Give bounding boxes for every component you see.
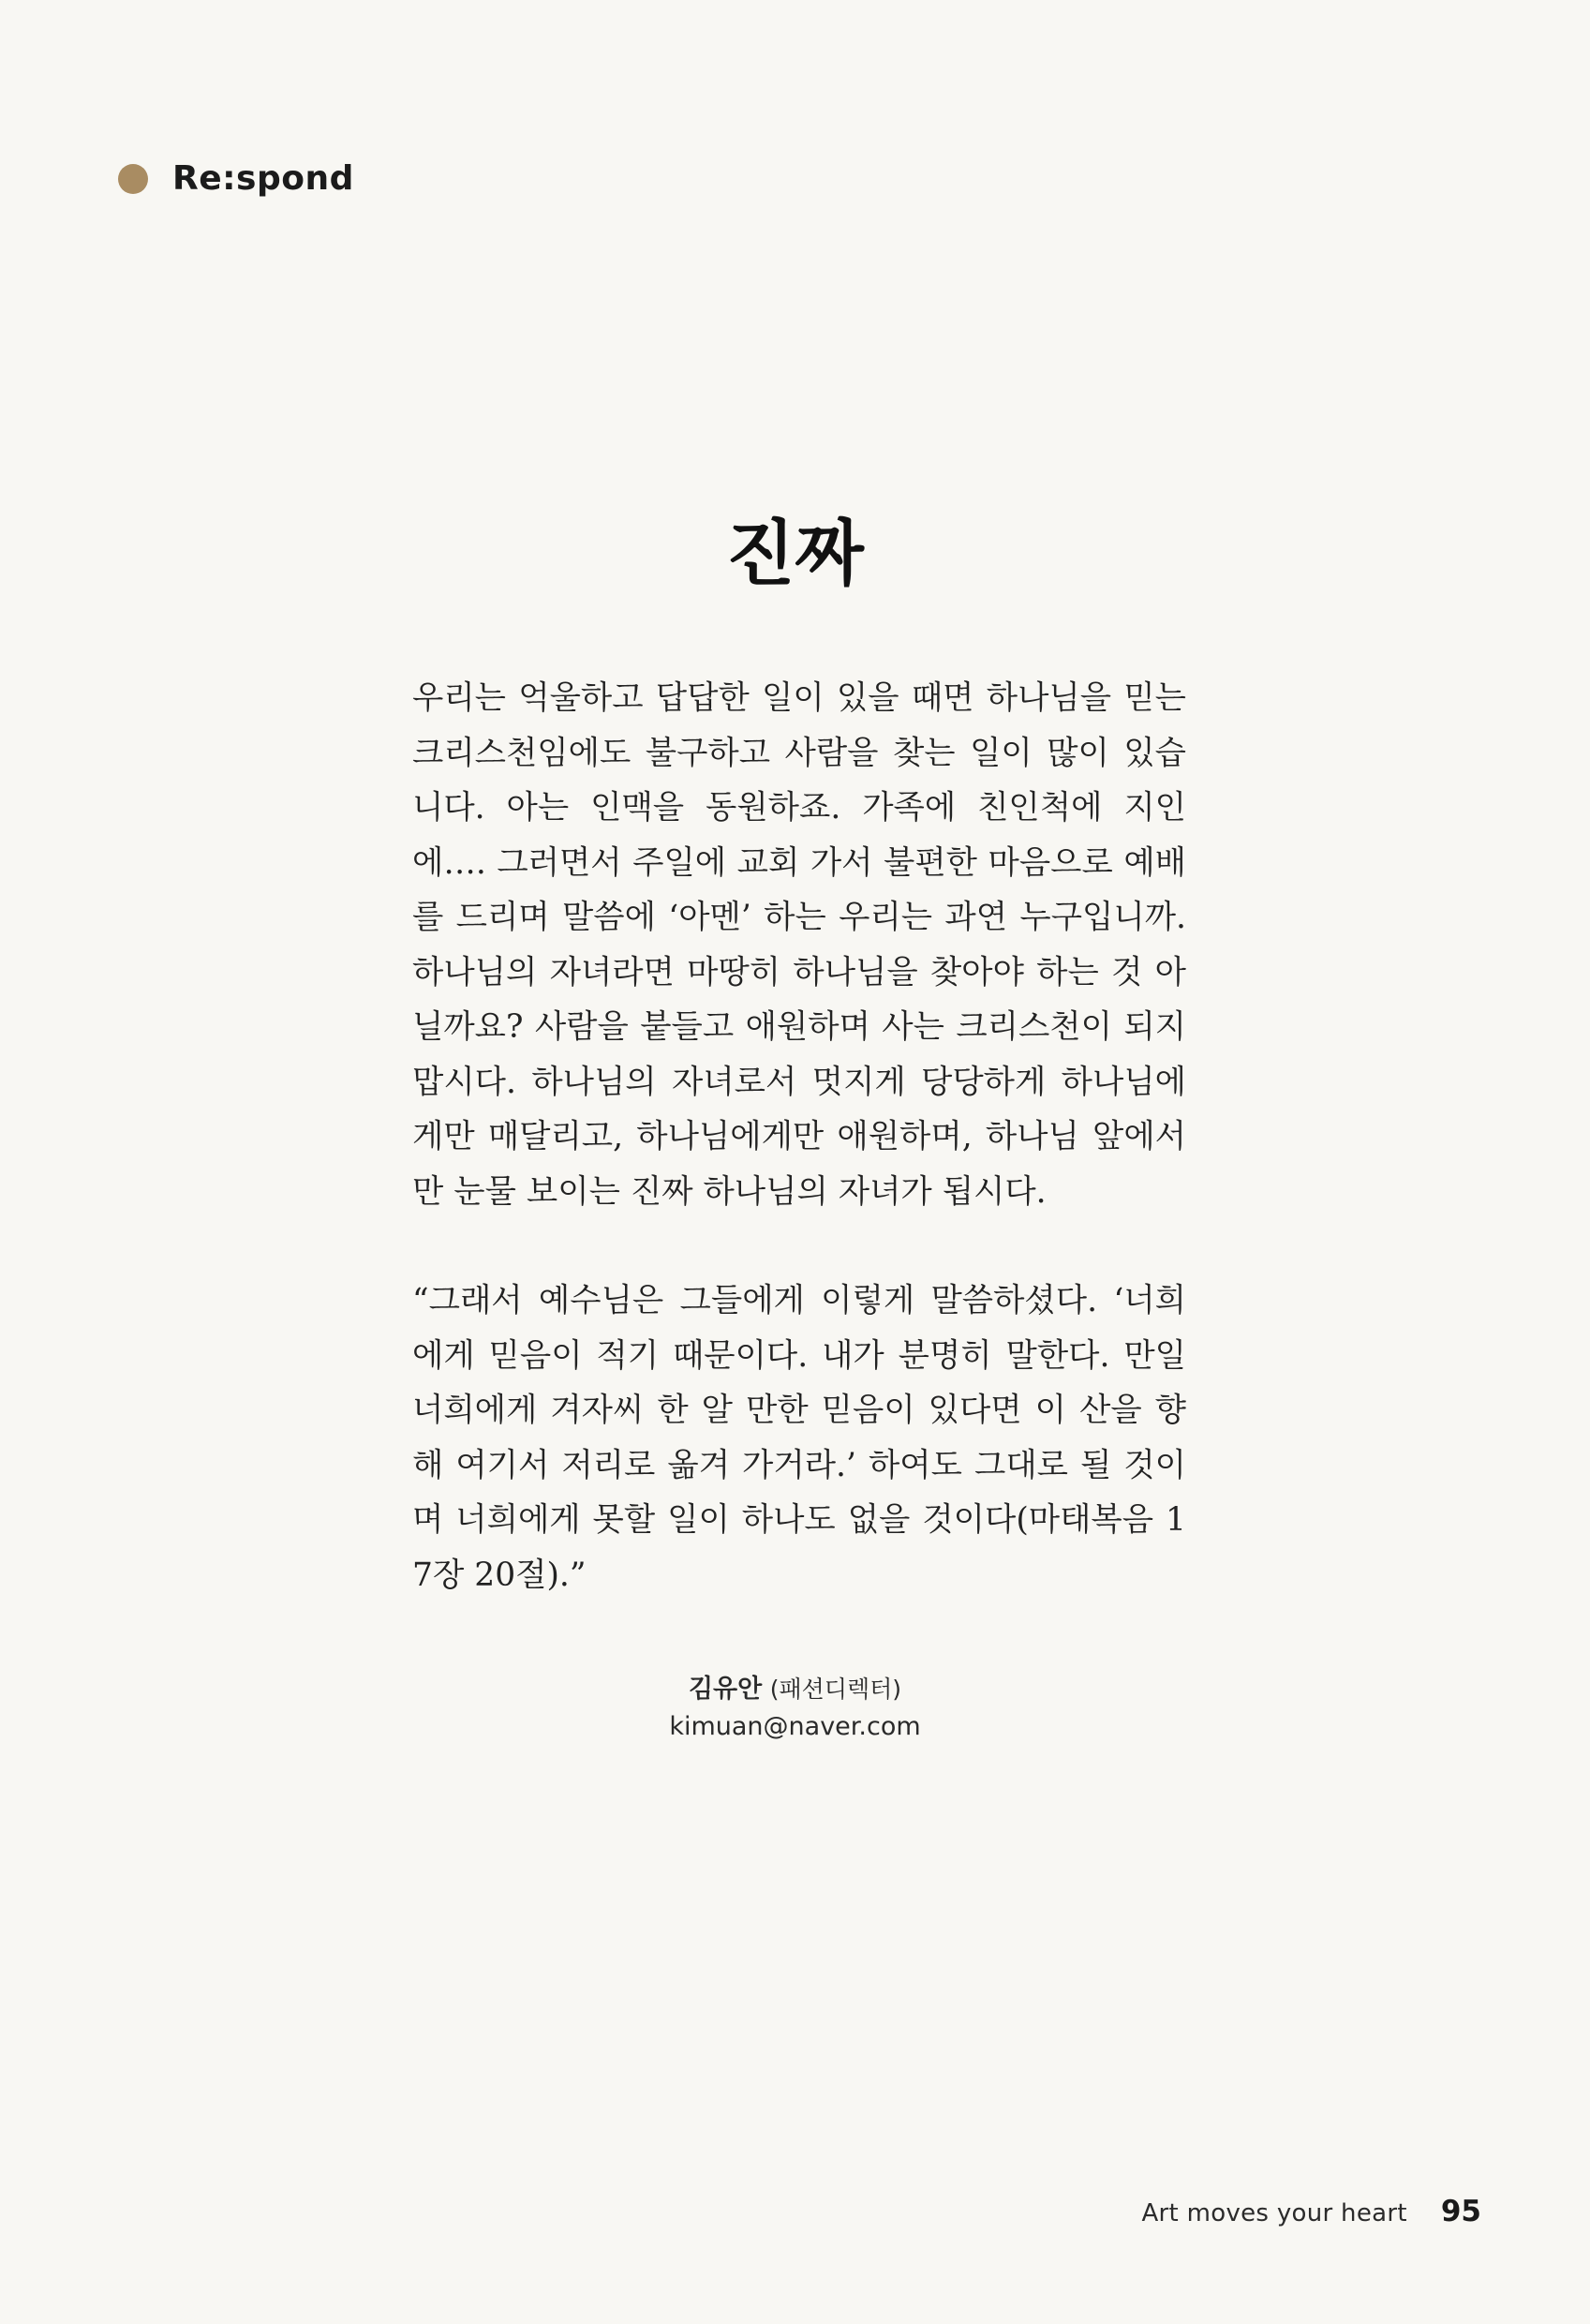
section-header — [118, 159, 354, 198]
article-body — [412, 671, 1186, 1602]
section-dot-icon — [118, 164, 148, 194]
page-footer — [1141, 2195, 1481, 2228]
section-label: Re:spond — [172, 159, 354, 198]
author-line — [0, 1672, 1590, 1707]
page-number: 95 — [1440, 2195, 1481, 2228]
author-byline — [0, 1672, 1590, 1745]
author-name: 김유안 — [688, 1675, 763, 1704]
author-email: kimuan@naver.com — [669, 1712, 921, 1741]
article-paragraph: 우리는 억울하고 답답한 일이 있을 때면 하나님을 믿는 크리스천임에도 불구하고 사람을 찾는 일이 많이 있습니다. 아는 인맥을 동원하죠. 가족에 친인척에 지인에…. 그러면서 주일에 교회 가서 불편한 마음으로 예배를 드리며 말씀에 ‘아멘’ 하는 우리는 과연 누구입니까. 하나님의 자녀라면 마땅히 하나님을 찾아야 하는 것 아닐까요? 사람을 붙들고 애원하며 사는 크리스천이 되지 맙시다. 하나님의 자녀로서 멋지게 당당하게 하나님에게만 매달리고, 하나님에게만 애원하며, 하나님 앞에서만 눈물 보이는 진짜 하나님의 자녀가 됩시다. — [412, 679, 1186, 1211]
author-role: (패션디렉터) — [769, 1676, 902, 1703]
article-title: 진짜 — [726, 512, 864, 595]
footer-tagline: Art moves your heart — [1141, 2199, 1407, 2227]
scripture-quote: “그래서 예수님은 그들에게 이렇게 말씀하셨다. ‘너희에게 믿음이 적기 때문이다. 내가 분명히 말한다. 만일 너희에게 겨자씨 한 알 만한 믿음이 있다면 이 산을 향해 여기서 저리로 옮겨 가거라.’ 하여도 그대로 될 것이며 너희에게 못할 일이 하나도 없을 것이다(마태복음 17장 20절).” — [412, 1282, 1186, 1594]
